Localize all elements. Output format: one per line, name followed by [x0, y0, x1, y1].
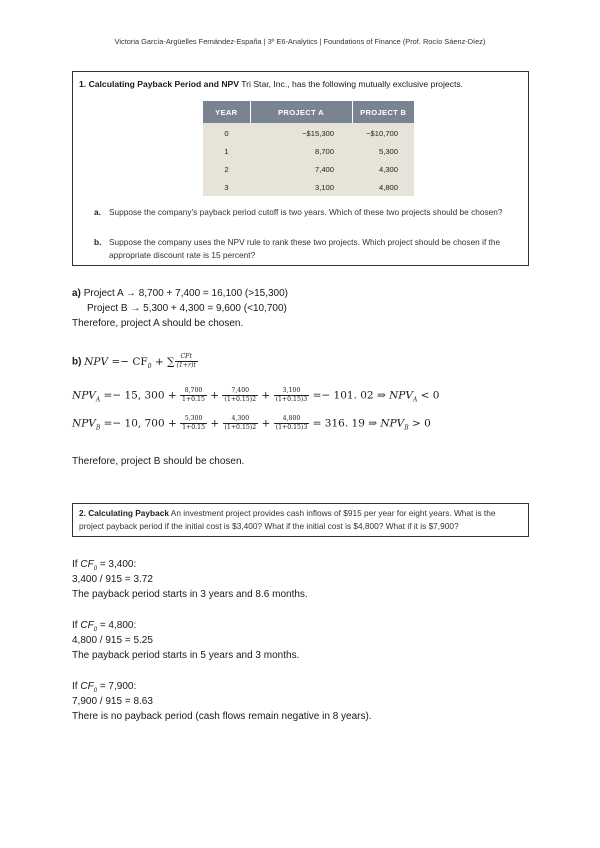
case-3-if: If [72, 681, 78, 692]
question-b-label: b. [94, 237, 102, 247]
table-header-row [203, 101, 414, 123]
case-2-cf: CF [80, 620, 94, 631]
npv-a-frac-2 [222, 387, 258, 404]
case-1-value: = 3,400: [99, 559, 137, 570]
npv-a-frac-3 [274, 387, 310, 404]
formula-numerator: CFt [175, 353, 198, 362]
npv-a-frac-1 [180, 387, 207, 404]
case-3-calc: 7,900 / 915 = 8.63 [72, 696, 153, 707]
case-2-if: If [72, 620, 78, 631]
npv-b-frac-1-num: 5,300 [180, 415, 207, 424]
case-3-value: = 7,900: [99, 681, 137, 692]
table-cell: −$10,700 [352, 123, 414, 142]
table-cell: 0 [203, 123, 250, 142]
table-cell: −$15,300 [250, 123, 352, 142]
npv-b-equation: $NPV_B =- 10$, 700 + $\frac{5,300}{1+0.15}$ + $\frac{4,300}{(1+0.15)2}$ + $\frac{4,800}{(1+0.15)3}$ = 316. 19 ⇒ $NPV_B > 0$ [72, 415, 431, 432]
npv-a-start: =− 15, 300 + [103, 389, 177, 402]
case-3-cf-sub: 0 [93, 688, 98, 694]
npv-a-lhs: NPV [72, 389, 96, 402]
formula-cf0-sub: 0 [147, 362, 152, 370]
npv-a-sub: A [95, 396, 101, 404]
question-b [94, 236, 524, 262]
problem-2-number: 2. [79, 508, 86, 518]
question-a-text: Suppose the company's payback period cutoff is two years. Which of these two projects should be chosen? [109, 207, 503, 217]
npv-b-start: =− 10, 700 + [103, 417, 177, 430]
npv-b-frac-2 [223, 415, 259, 432]
problem-1-number: 1. [79, 79, 87, 89]
answer-a-line-1 [72, 286, 288, 301]
table-row [203, 123, 414, 142]
case-1-if: If [72, 559, 78, 570]
problem-2-box [72, 503, 529, 537]
table-cell: 4,800 [352, 178, 414, 196]
npv-a-frac-3-num: 3,100 [274, 387, 310, 396]
case-2-result: The payback period starts in 5 years and 3 months. [72, 650, 300, 661]
table-row [203, 178, 414, 196]
question-a-label: a. [94, 207, 101, 217]
npv-b-result: = 316. 19 [312, 417, 365, 430]
table-cell: 1 [203, 142, 250, 160]
npv-b-rhs: NPV [380, 417, 405, 430]
problem-1-intro: Tri Star, Inc., has the following mutually exclusive projects. [241, 79, 464, 89]
npv-b-frac-2-num: 4,300 [223, 415, 259, 424]
npv-a-frac-1-den: 1+0.15 [182, 396, 205, 403]
answer-a-project-a: Project A → 8,700 + 7,400 = 16,100 (>15,300) [83, 288, 289, 299]
npv-a-equation: $NPV_A =- 15$, 300 + $\frac{8,700}{1+0.15}$ + $\frac{7,400}{(1+0.15)2}$ + $\frac{3,100}{(1+0.15)3}$ =− 101. 02 ⇒ $NPV_A < 0$ [72, 387, 440, 404]
table-cell: 7,400 [250, 160, 352, 178]
answer-a-conclusion: Therefore, project A should be chosen. [72, 318, 244, 329]
table-cell: 3 [203, 178, 250, 196]
formula-sum: + ∑ [154, 355, 175, 368]
case-3-cf: CF [80, 681, 94, 692]
npv-a-result: =− 101. 02 [312, 389, 374, 402]
npv-formula-line [72, 353, 198, 374]
npv-a-arrow: ⇒ [376, 389, 386, 402]
table-cell: 4,300 [352, 160, 414, 178]
case-1-cf-sub: 0 [93, 566, 98, 572]
case-1-cf: CF [80, 559, 94, 570]
table-cell: 3,100 [250, 178, 352, 196]
table-cell: 5,300 [352, 142, 414, 160]
answer-b-label: b) [72, 356, 82, 368]
formula-eq: =− CF [111, 355, 148, 368]
question-b-text: Suppose the company uses the NPV rule to rank these two projects. Which project should be chosen if the appropriate discount rate is 15 percent? [109, 237, 501, 260]
npv-a-frac-2-num: 7,400 [222, 387, 258, 396]
page-header: Victoria García-Argüelles Fernández-España | 3º E6-Analytics | Foundations of Finance (Prof. Rocío Sáenz-Díez) [114, 37, 486, 46]
table-cell: 8,700 [250, 142, 352, 160]
problem-2-text: An investment project provides cash inflows of $915 per year for eight years. What is the project payback period if the initial cost is $3,400? What if the initial cost is $4,800? What if it is $7,900? [79, 508, 496, 531]
npv-b-frac-3-den: (1+0.15)3 [275, 424, 308, 431]
problem-1-title: Calculating Payback Period and NPV [88, 79, 239, 89]
table-cell: 2 [203, 160, 250, 178]
npv-b-lhs: NPV [72, 417, 96, 430]
table-row [203, 160, 414, 178]
npv-b-rhs-sub: B [404, 424, 409, 432]
npv-b-arrow: ⇒ [368, 417, 378, 430]
npv-a-frac-1-num: 8,700 [180, 387, 207, 396]
npv-b-frac-3 [274, 415, 310, 432]
npv-b-frac-2-den: (1+0.15)2 [224, 424, 257, 431]
npv-a-frac-2-den: (1+0.15)2 [224, 396, 257, 403]
case-2-cf-sub: 0 [93, 627, 98, 633]
table-header-year: YEAR [203, 101, 250, 123]
npv-a-rhs-sub: A [412, 396, 418, 404]
answer-a-label: a) [72, 288, 81, 299]
table-header-project-a: PROJECT A [250, 101, 352, 123]
case-2-value: = 4,800: [99, 620, 137, 631]
projects-table [203, 101, 414, 196]
case-2-calc: 4,800 / 915 = 5.25 [72, 635, 153, 646]
case-3-result: There is no payback period (cash flows remain negative in 8 years). [72, 711, 372, 722]
npv-a-relation: < 0 [420, 389, 440, 402]
table-header-project-b: PROJECT B [352, 101, 414, 123]
answer-b-conclusion: Therefore, project B should be chosen. [72, 456, 245, 467]
problem-1-box [72, 71, 529, 266]
npv-b-relation: > 0 [412, 417, 431, 430]
npv-b-frac-1 [180, 415, 207, 432]
question-a [94, 206, 524, 232]
case-1-calc: 3,400 / 915 = 3.72 [72, 574, 153, 585]
answer-a-project-b: Project B → 5,300 + 4,300 = 9,600 (<10,700) [87, 303, 287, 314]
npv-b-sub: B [95, 424, 101, 432]
case-1-result: The payback period starts in 3 years and 8.6 months. [72, 589, 308, 600]
table-row [203, 142, 414, 160]
npv-b-frac-3-num: 4,800 [274, 415, 310, 424]
formula-npv: NPV [84, 355, 109, 368]
npv-a-frac-3-den: (1+0.15)3 [275, 396, 308, 403]
npv-a-rhs: NPV [389, 389, 413, 402]
problem-1-title-line [79, 79, 463, 89]
npv-b-frac-1-den: 1+0.15 [182, 424, 206, 431]
formula-denominator: (1+r)t [176, 362, 196, 369]
problem-2-title: Calculating Payback [88, 508, 169, 518]
formula-fraction [175, 353, 198, 370]
